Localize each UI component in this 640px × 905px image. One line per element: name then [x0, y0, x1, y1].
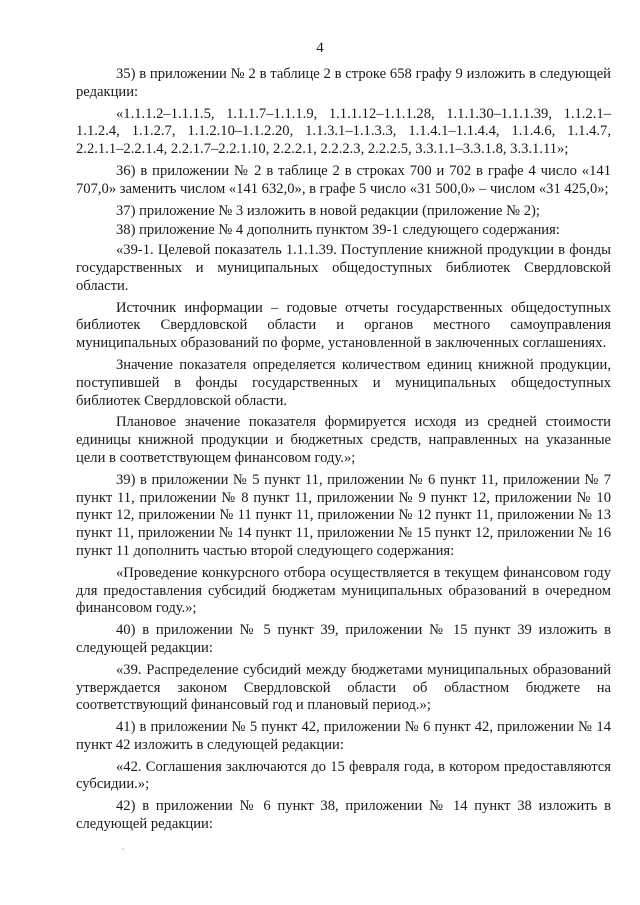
paragraph-codes-list: «1.1.1.2–1.1.1.5, 1.1.1.7–1.1.1.9, 1.1.1.12–1.1.1.28, 1.1.1.30–1.1.1.39, 1.1.2.1–1.1.2.4, 1.1.2.7, 1.1.2.10–1.1.2.20, 1.1.3.1–1.1.3.3, 1.1.4.1–1.1.4.4, 1.1.4.6, 1.1.4.7, 2.2.1.1–2.2.1.4, 2.2.1.7–2.2.1.10, 2.2.2.1, 2.2.2.3, 2.2.2.5, 3.3.1.1–3.3.1.8, 3.3.1.11»; — [76, 105, 611, 158]
paragraph-item-38: 38) приложение № 4 дополнить пунктом 39-1 следующего содержания: — [116, 222, 560, 239]
paragraph-item-37: 37) приложение № 3 изложить в новой редакции (приложение № 2); — [116, 202, 540, 219]
paragraph-target-39-1: «39-1. Целевой показатель 1.1.1.39. Поступление книжной продукции в фонды государственных и муниципальных общедоступных библиотек Свердловской области. — [76, 242, 611, 294]
paragraph-subsidy-distribution: «39. Распределение субсидий между бюджетами муниципальных образований утверждается законом Свердловской области об областном бюджете на соответствующий финансовый год и плановый период.»; — [76, 661, 611, 714]
scan-artifact — [122, 848, 124, 850]
page-number: 4 — [316, 40, 324, 56]
paragraph-info-source: Источник информации – годовые отчеты государственных общедоступных библиотек Свердловской области и органов местного самоуправления муниципальных образований по форме, установленной в заключенных соглашениях. — [76, 299, 611, 352]
paragraph-item-41: 41) в приложении № 5 пункт 42, приложении № 6 пункт 42, приложении № 14 пункт 42 изложить в следующей редакции: — [76, 719, 611, 753]
paragraph-competitive-selection: «Проведение конкурсного отбора осуществляется в текущем финансовом году для предоставления субсидий бюджетам муниципальных образований в очередном финансовом году.»; — [76, 564, 611, 617]
document-body — [76, 66, 611, 838]
paragraph-item-42: 42) в приложении № 6 пункт 38, приложении № 14 пункт 38 изложить в следующей редакции: — [76, 798, 611, 833]
paragraph-item-36: 36) в приложении № 2 в таблице 2 в строках 700 и 702 в графе 4 число «141 707,0» заменить числом «141 632,0», в графе 5 число «31 500,0» – числом «31 425,0»; — [76, 162, 611, 197]
paragraph-indicator-value: Значение показателя определяется количеством единиц книжной продукции, поступившей в фонды государственных и муниципальных общедоступных библиотек Свердловской области. — [76, 356, 611, 409]
paragraph-item-35: 35) в приложении № 2 в таблице 2 в строке 658 графу 9 изложить в следующей редакции: — [76, 66, 611, 100]
paragraph-agreements: «42. Соглашения заключаются до 15 февраля года, в котором предоставляются субсидии.»; — [76, 758, 611, 793]
paragraph-item-39: 39) в приложении № 5 пункт 11, приложении № 6 пункт 11, приложении № 7 пункт 11, приложении № 8 пункт 11, приложении № 9 пункт 12, приложении № 10 пункт 12, приложении № 11 пункт 11, приложении № 12 пункт 11, приложении № 13 пункт 11, приложении № 14 пункт 11, приложении № 15 пункт 12, приложении № 16 пункт 11 дополнить частью второй следующего содержания: — [76, 471, 611, 559]
paragraph-planned-value: Плановое значение показателя формируется исходя из средней стоимости единицы книжной продукции и бюджетных средств, направленных на указанные цели в соответствующем финансовом году.»; — [76, 414, 611, 466]
paragraph-item-40: 40) в приложении № 5 пункт 39, приложении № 15 пункт 39 изложить в следующей редакции: — [76, 622, 611, 656]
